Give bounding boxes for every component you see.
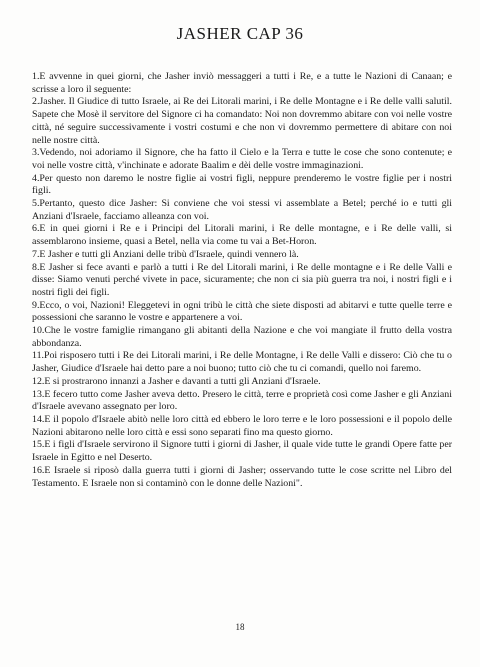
paragraph-5: 5.Pertanto, questo dice Jasher: Si conviene che voi stessi vi assemblate a Betel; perché io e tutti gli Anziani d'Israele, facciamo alleanza con voi. <box>32 198 452 222</box>
body-text <box>32 71 452 490</box>
paragraph-2: 2.Jasher. Il Giudice di tutto Israele, ai Re dei Litorali marini, i Re delle Montagne e i Re delle valli salutil. Sapete che Mosè il servitore del Signore ci ha comandato: Noi non dovremmo abitare con voi nelle vostre città, né seguire successivamente i vostri costumi e che non vi dovremmo permettere di abitare con noi nelle nostre città. <box>32 96 452 146</box>
paragraph-13: 13.E fecero tutto come Jasher aveva detto. Presero le città, terre e proprietà così come Jasher e gli Anziani d'Israele avevano assegnato per loro. <box>32 388 452 413</box>
page-title: JASHER CAP 36 <box>176 24 304 43</box>
page-number: 18 <box>235 622 245 632</box>
paragraph-1: 1.E avvenne in quei giorni, che Jasher inviò messaggeri a tutti i Re, e a tutte le Nazioni di Canaan; e scrisse a loro il seguente: <box>32 71 452 95</box>
paragraph-6: 6.E in quei giorni i Re e i Principi del Litorali marini, i Re delle montagne, e i Re delle valli, si assemblarono insieme, quasi a Betel, nella via come tu vai a Bet-Horon. <box>32 223 452 248</box>
paragraph-15: 15.E i figli d'Israele servirono il Signore tutti i giorni di Jasher, il quale vide tutte le grandi Opere fatte per Israele in Egitto e nel Deserto. <box>32 439 452 464</box>
paragraph-3: 3.Vedendo, noi adoriamo il Signore, che ha fatto il Cielo e la Terra e tutte le cose che sono contenute; e voi nelle vostre città, v'inchinate e adorate Baalim e dèi delle vostre immaginazioni. <box>32 147 452 171</box>
paragraph-7: 7.E Jasher e tutti gli Anziani delle tribù d'Israele, quindi vennero là. <box>32 248 299 260</box>
paragraph-16: 16.E Israele si riposò dalla guerra tutti i giorni di Jasher; osservando tutte le cose scritte nel Libro del Testamento. E Israele non si contaminò con le donne delle Nazioni". <box>32 464 452 489</box>
paragraph-4: 4.Per questo non daremo le nostre figlie ai vostri figli, neppure prenderemo le vostre figlie per i nostri figli. <box>32 172 452 197</box>
paragraph-14: 14.E il popolo d'Israele abitò nelle loro città ed ebbero le loro terre e le loro possessioni e il popolo delle Nazioni abitarono nelle loro città e essi sono separati fino ma questo giorno. <box>32 413 452 438</box>
paragraph-9: 9.Ecco, o voi, Nazioni! Eleggetevi in ogni tribù le città che siete disposti ad abitarvi e tutte quelle terre e possessioni che saranno le vostre e appartenere a voi. <box>32 299 452 324</box>
paragraph-12: 12.E si prostrarono innanzi a Jasher e davanti a tutti gli Anziani d'Israele. <box>32 375 321 387</box>
paragraph-10: 10.Che le vostre famiglie rimangano gli abitanti della Nazione e che voi mangiate il frutto della vostra abbondanza. <box>32 325 452 349</box>
paragraph-11: 11.Poi risposero tutti i Re dei Litorali marini, i Re delle Montagne, i Re delle Valli e dissero: Ciò che tu o Jasher, Giudice d'Israele hai detto pare a noi buono; tutto ciò che tu ci comandi, quello noi faremo. <box>32 350 452 375</box>
paragraph-8: 8.E Jasher si fece avanti e parlò a tutti i Re del Litorali marini, i Re delle montagne e i Re delle Valli e disse: Siamo venuti perché vivete in pace, sicuramente; che non ci sia più guerra tra noi, i nostri figli e i nostri figli dei figli. <box>32 261 452 298</box>
